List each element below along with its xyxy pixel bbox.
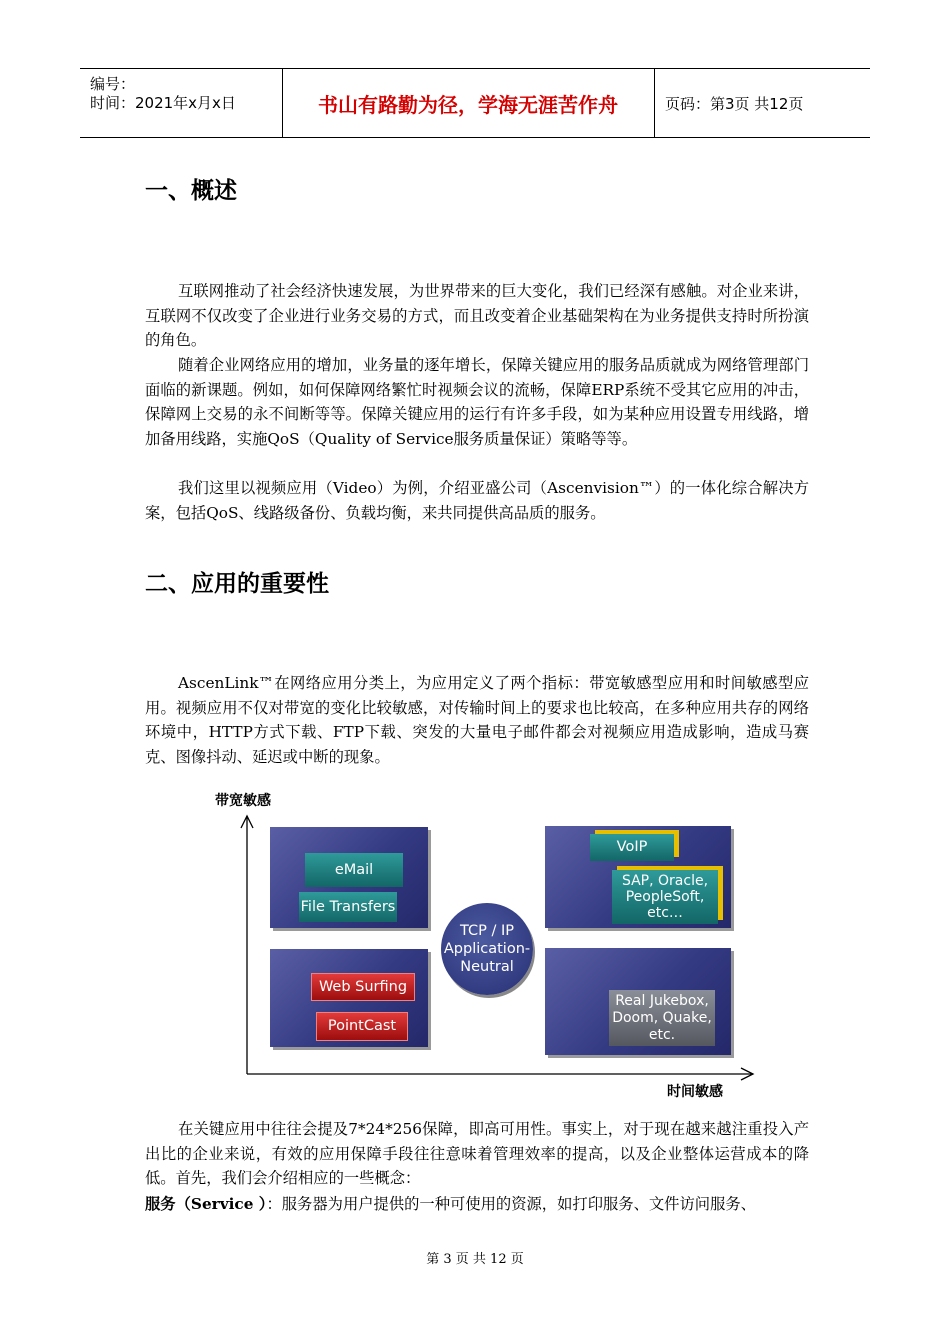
tcp-ip-circle [441,903,533,995]
term-service: 服务（Service ） [145,1195,267,1213]
erp-apps-chip: SAP, Oracle, PeopleSoft, etc… [612,870,718,924]
paragraph: 在关键应用中往往会提及7*24*256保障，即高可用性。事实上，对于现在越来越注重投入产出比的企业来说，有效的应用保障手段往往意味着管理效率的提高，以及企业整体运营成本的降低。首先，我们会介绍相应的一些概念： [145,1120,809,1188]
section-heading-overview: 一、概述 [145,178,237,204]
page-footer: 第 3 页 共 12 页 [426,1252,524,1267]
file-transfers-chip: File Transfers [299,892,397,922]
pointcast-chip: PointCast [316,1012,408,1041]
paragraph: 互联网推动了社会经济快速发展，为世界带来的巨大变化，我们已经深有感触。对企业来讲，互联网不仅改变了企业进行业务交易的方式，而且改变着企业基础架构在为业务提供支持时所扮演的角色。 [145,282,809,350]
x-axis-label: 时间敏感 [667,1084,723,1100]
section-heading-importance: 二、应用的重要性 [145,571,329,597]
application-sensitivity-diagram [205,786,765,1102]
paragraph: 随着企业网络应用的增加，业务量的逐年增长，保障关键应用的服务品质就成为网络管理部门面临的新课题。例如，如何保障网络繁忙时视频会议的流畅，保障ERP系统不受其它应用的冲击，保障网上交易的永不间断等等。保障关键应用的运行有许多手段，如为某种应用设置专用线路，增加备用线路，实施QoS（Quality of Service服务质量保证）策略等等。 [145,356,809,448]
header-left-cell [80,69,283,137]
header-motto: 书山有路勤为径，学海无涯苦作舟 [318,92,618,117]
page-header [80,68,870,138]
voip-chip: VoIP [590,834,674,861]
paragraph: AscenLink™在网络应用分类上，为应用定义了两个指标：带宽敏感型应用和时间敏感型应用。视频应用不仅对带宽的变化比较敏感，对传输时间上的要求也比较高，在多种应用共存的网络环境中，HTTP方式下载、FTP下载、突发的大量电子邮件都会对视频应用造成影响，造成马赛克、图像抖动、延迟或中断的现象。 [145,674,809,766]
page-number-label: 页码：第3页 共12页 [665,95,804,113]
y-axis-label: 带宽敏感 [215,793,271,809]
header-right-cell [654,69,871,137]
document-time: 时间：2021年x月x日 [90,94,236,112]
paragraph: 我们这里以视频应用（Video）为例，介绍亚盛公司（Ascenvision™）的一体化综合解决方案，包括QoS、线路级备份、负载均衡，来共同提供高品质的服务。 [145,479,809,522]
tcp-ip-label: TCP / IP Application-Neutral [443,923,531,975]
service-definition [145,1192,756,1217]
document-number: 编号： [90,75,136,93]
web-surfing-chip: Web Surfing [311,973,415,1001]
games-media-chip: Real Jukebox, Doom, Quake, etc. [609,990,715,1046]
email-chip: eMail [305,853,403,887]
term-service-text: ：服务器为用户提供的一种可使用的资源，如打印服务、文件访问服务、 [266,1195,756,1213]
